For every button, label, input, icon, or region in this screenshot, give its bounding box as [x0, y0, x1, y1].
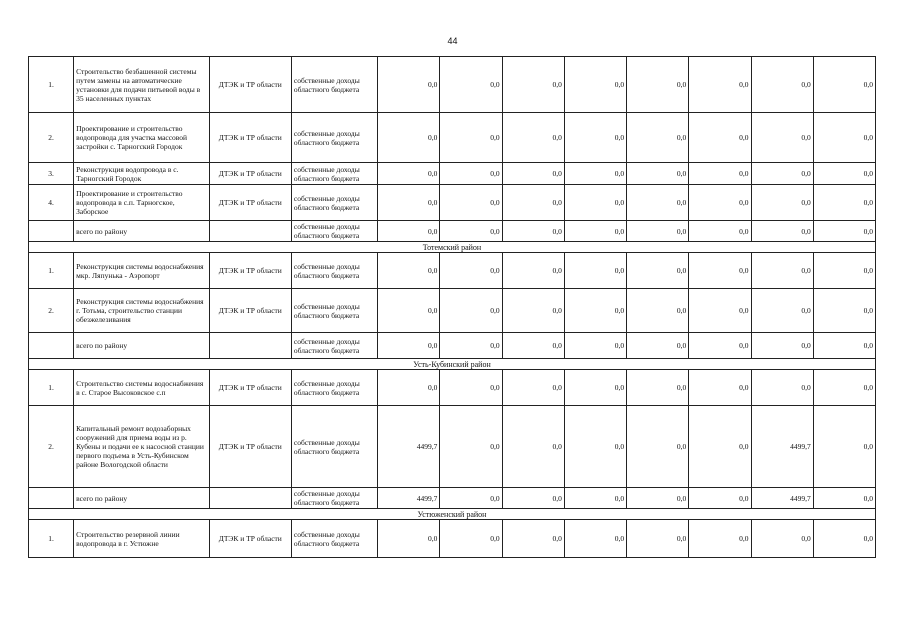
amount-cell: 0,0 [440, 289, 502, 333]
amount-cell: 0,0 [813, 333, 875, 359]
amount-cell: 0,0 [378, 113, 440, 163]
amount-cell: 0,0 [378, 57, 440, 113]
measure-name: Проектирование и строительство водопровода в с.п. Тарногское, Заборское [74, 185, 209, 221]
amount-cell: 0,0 [813, 113, 875, 163]
amount-cell: 0,0 [813, 253, 875, 289]
amount-cell: 0,0 [440, 488, 502, 509]
executor [209, 221, 291, 242]
amount-cell: 0,0 [564, 333, 626, 359]
amount-cell: 0,0 [564, 520, 626, 558]
amount-cell: 0,0 [440, 57, 502, 113]
amount-cell: 0,0 [502, 185, 564, 221]
amount-cell: 0,0 [564, 221, 626, 242]
amount-cell: 0,0 [564, 370, 626, 406]
amount-cell: 0,0 [564, 488, 626, 509]
measure-name: всего по району [74, 221, 209, 242]
amount-cell: 4499,7 [378, 406, 440, 488]
executor: ДТЭК и ТР области [209, 57, 291, 113]
section-title: Устюженский район [29, 509, 876, 520]
row-number: 4. [29, 185, 74, 221]
amount-cell: 0,0 [627, 520, 689, 558]
funding-source: собственные доходы областного бюджета [291, 370, 377, 406]
row-number: 3. [29, 163, 74, 185]
measure-name: всего по району [74, 333, 209, 359]
row-number: 1. [29, 520, 74, 558]
amount-cell: 0,0 [813, 370, 875, 406]
amount-cell: 0,0 [627, 370, 689, 406]
amount-cell: 0,0 [627, 289, 689, 333]
amount-cell: 0,0 [440, 406, 502, 488]
amount-cell: 0,0 [627, 488, 689, 509]
amount-cell: 0,0 [627, 253, 689, 289]
table-row [29, 253, 876, 289]
amount-cell: 0,0 [502, 370, 564, 406]
amount-cell: 0,0 [627, 333, 689, 359]
amount-cell: 0,0 [502, 406, 564, 488]
amount-cell: 4499,7 [751, 406, 813, 488]
amount-cell: 0,0 [378, 253, 440, 289]
row-number [29, 488, 74, 509]
amount-cell: 0,0 [813, 289, 875, 333]
section-row [29, 242, 876, 253]
executor: ДТЭК и ТР области [209, 370, 291, 406]
funding-source: собственные доходы областного бюджета [291, 221, 377, 242]
table-row [29, 289, 876, 333]
table-row [29, 57, 876, 113]
amount-cell: 0,0 [813, 221, 875, 242]
amount-cell: 0,0 [689, 113, 751, 163]
amount-cell: 0,0 [627, 185, 689, 221]
funding-source: собственные доходы областного бюджета [291, 57, 377, 113]
amount-cell: 0,0 [502, 488, 564, 509]
amount-cell: 0,0 [689, 488, 751, 509]
amount-cell: 0,0 [440, 185, 502, 221]
amount-cell: 0,0 [813, 57, 875, 113]
amount-cell: 0,0 [502, 113, 564, 163]
amount-cell: 0,0 [440, 163, 502, 185]
amount-cell: 0,0 [378, 185, 440, 221]
amount-cell: 0,0 [502, 163, 564, 185]
funding-source: собственные доходы областного бюджета [291, 185, 377, 221]
section-title: Тотемский район [29, 242, 876, 253]
amount-cell: 0,0 [564, 185, 626, 221]
measure-name: всего по району [74, 488, 209, 509]
total-row [29, 333, 876, 359]
amount-cell: 4499,7 [378, 488, 440, 509]
measure-name: Капитальный ремонт водозаборных сооружений для приема воды из р. Кубены и подачи ее к насосной станции первого подъема в Усть-Кубинском районе Вологодской области [74, 406, 209, 488]
amount-cell: 0,0 [564, 253, 626, 289]
amount-cell: 0,0 [378, 370, 440, 406]
amount-cell: 0,0 [440, 113, 502, 163]
row-number: 2. [29, 113, 74, 163]
amount-cell: 0,0 [751, 289, 813, 333]
row-number [29, 333, 74, 359]
amount-cell: 0,0 [813, 520, 875, 558]
row-number [29, 221, 74, 242]
executor: ДТЭК и ТР области [209, 163, 291, 185]
total-row [29, 488, 876, 509]
amount-cell: 0,0 [689, 253, 751, 289]
funding-source: собственные доходы областного бюджета [291, 488, 377, 509]
executor [209, 333, 291, 359]
row-number: 2. [29, 289, 74, 333]
funding-source: собственные доходы областного бюджета [291, 163, 377, 185]
executor: ДТЭК и ТР области [209, 520, 291, 558]
row-number: 1. [29, 253, 74, 289]
executor: ДТЭК и ТР области [209, 406, 291, 488]
funding-source: собственные доходы областного бюджета [291, 406, 377, 488]
table-row [29, 370, 876, 406]
amount-cell: 0,0 [564, 406, 626, 488]
executor: ДТЭК и ТР области [209, 253, 291, 289]
section-row [29, 359, 876, 370]
amount-cell: 0,0 [564, 113, 626, 163]
executor: ДТЭК и ТР области [209, 113, 291, 163]
amount-cell: 0,0 [378, 163, 440, 185]
amount-cell: 0,0 [564, 163, 626, 185]
table-row [29, 163, 876, 185]
funding-source: собственные доходы областного бюджета [291, 289, 377, 333]
executor [209, 488, 291, 509]
table-row [29, 520, 876, 558]
amount-cell: 0,0 [751, 163, 813, 185]
executor: ДТЭК и ТР области [209, 185, 291, 221]
total-row [29, 221, 876, 242]
row-number: 1. [29, 57, 74, 113]
amount-cell: 0,0 [751, 370, 813, 406]
funding-source: собственные доходы областного бюджета [291, 520, 377, 558]
amount-cell: 0,0 [689, 57, 751, 113]
row-number: 1. [29, 370, 74, 406]
row-number: 2. [29, 406, 74, 488]
amount-cell: 0,0 [751, 113, 813, 163]
table-row [29, 113, 876, 163]
table-body [29, 57, 876, 558]
amount-cell: 0,0 [751, 185, 813, 221]
amount-cell: 0,0 [751, 253, 813, 289]
amount-cell: 0,0 [564, 57, 626, 113]
amount-cell: 0,0 [751, 333, 813, 359]
amount-cell: 0,0 [378, 221, 440, 242]
amount-cell: 0,0 [689, 163, 751, 185]
amount-cell: 0,0 [440, 333, 502, 359]
funding-source: собственные доходы областного бюджета [291, 113, 377, 163]
amount-cell: 0,0 [627, 113, 689, 163]
table-row [29, 406, 876, 488]
amount-cell: 0,0 [627, 57, 689, 113]
amount-cell: 0,0 [627, 163, 689, 185]
amount-cell: 0,0 [502, 221, 564, 242]
amount-cell: 0,0 [813, 163, 875, 185]
amount-cell: 0,0 [502, 520, 564, 558]
amount-cell: 0,0 [378, 333, 440, 359]
amount-cell: 0,0 [440, 370, 502, 406]
amount-cell: 0,0 [689, 289, 751, 333]
budget-table [28, 56, 876, 558]
amount-cell: 0,0 [813, 406, 875, 488]
amount-cell: 0,0 [627, 221, 689, 242]
amount-cell: 0,0 [564, 289, 626, 333]
amount-cell: 0,0 [813, 488, 875, 509]
amount-cell: 0,0 [502, 289, 564, 333]
page-number: 44 [447, 36, 458, 46]
amount-cell: 0,0 [502, 253, 564, 289]
amount-cell: 0,0 [689, 406, 751, 488]
amount-cell: 0,0 [502, 333, 564, 359]
measure-name: Строительство резервной линии водопровода в г. Устюжне [74, 520, 209, 558]
amount-cell: 0,0 [751, 221, 813, 242]
measure-name: Строительство системы водоснабжения в с. Старое Высоковское с.п [74, 370, 209, 406]
amount-cell: 0,0 [813, 185, 875, 221]
amount-cell: 0,0 [627, 406, 689, 488]
amount-cell: 0,0 [440, 253, 502, 289]
measure-name: Реконструкция водопровода в с. Тарногский Городок [74, 163, 209, 185]
section-row [29, 509, 876, 520]
amount-cell: 0,0 [502, 57, 564, 113]
funding-source: собственные доходы областного бюджета [291, 333, 377, 359]
table-row [29, 185, 876, 221]
measure-name: Реконструкция системы водоснабжения г. Тотьма, строительство станции обезжелезивания [74, 289, 209, 333]
amount-cell: 0,0 [751, 520, 813, 558]
amount-cell: 0,0 [689, 370, 751, 406]
measure-name: Строительство безбашенной системы путем замены на автоматические установки для подачи питьевой воды в 35 населенных пунктах [74, 57, 209, 113]
amount-cell: 0,0 [378, 289, 440, 333]
amount-cell: 0,0 [440, 221, 502, 242]
section-title: Усть-Кубинский район [29, 359, 876, 370]
amount-cell: 0,0 [689, 185, 751, 221]
measure-name: Реконструкция системы водоснабжения мкр. Ляпунька - Аэропорт [74, 253, 209, 289]
measure-name: Проектирование и строительство водопровода для участка массовой застройки с. Тарногский Городок [74, 113, 209, 163]
amount-cell: 0,0 [689, 333, 751, 359]
funding-source: собственные доходы областного бюджета [291, 253, 377, 289]
amount-cell: 4499,7 [751, 488, 813, 509]
amount-cell: 0,0 [689, 221, 751, 242]
executor: ДТЭК и ТР области [209, 289, 291, 333]
amount-cell: 0,0 [751, 57, 813, 113]
amount-cell: 0,0 [440, 520, 502, 558]
amount-cell: 0,0 [378, 520, 440, 558]
amount-cell: 0,0 [689, 520, 751, 558]
